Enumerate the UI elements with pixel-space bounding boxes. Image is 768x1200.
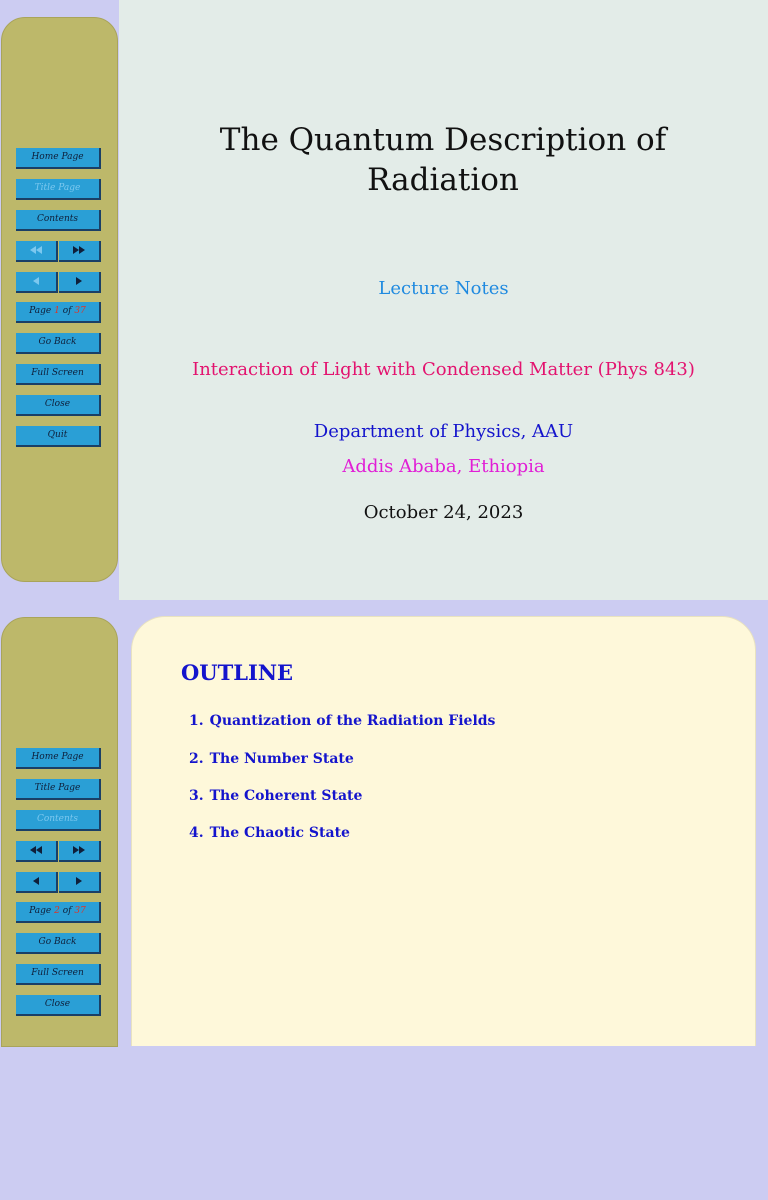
item-text: The Chaotic State xyxy=(209,825,350,841)
total-pages: 37 xyxy=(74,306,86,316)
triangle-right-icon xyxy=(76,876,82,886)
outline-item[interactable] xyxy=(189,751,354,767)
item-number: 2. xyxy=(189,751,204,767)
close-button[interactable]: Close xyxy=(16,995,101,1016)
fast-forward-icon xyxy=(73,245,85,255)
navigation-sidebar xyxy=(1,17,118,582)
slide-title: The Quantum Description of Radiation xyxy=(219,122,667,198)
of-word: of xyxy=(62,906,72,916)
contents-button[interactable]: Contents xyxy=(16,810,101,831)
contents-button[interactable]: Contents xyxy=(16,210,101,231)
last-page-button[interactable] xyxy=(59,241,101,262)
close-button[interactable]: Close xyxy=(16,395,101,416)
first-page-button[interactable] xyxy=(16,841,58,862)
full-screen-button[interactable]: Full Screen xyxy=(16,964,101,985)
current-page-number: 1 xyxy=(54,306,60,316)
previous-page-button[interactable] xyxy=(16,872,58,893)
item-text: The Number State xyxy=(209,751,354,767)
date: October 24, 2023 xyxy=(363,502,524,523)
next-page-button[interactable] xyxy=(59,272,101,293)
triangle-right-icon xyxy=(76,276,82,286)
outline-item[interactable] xyxy=(189,788,362,804)
slide-outline-page xyxy=(0,600,768,1200)
item-number: 3. xyxy=(189,788,204,804)
go-back-button[interactable]: Go Back xyxy=(16,933,101,954)
previous-page-button[interactable] xyxy=(16,272,58,293)
title-page-button[interactable]: Title Page xyxy=(16,779,101,800)
current-page-number: 2 xyxy=(54,906,60,916)
title-page-button[interactable]: Title Page xyxy=(16,179,101,200)
fast-forward-icon xyxy=(73,845,85,855)
first-page-button[interactable] xyxy=(16,241,58,262)
full-screen-button[interactable]: Full Screen xyxy=(16,364,101,385)
next-page-button[interactable] xyxy=(59,872,101,893)
outline-item[interactable] xyxy=(189,713,495,729)
last-page-button[interactable] xyxy=(59,841,101,862)
triangle-left-icon xyxy=(33,876,39,886)
lecture-notes-label: Lecture Notes xyxy=(378,278,509,299)
total-pages: 37 xyxy=(74,906,86,916)
department: Department of Physics, AAU xyxy=(313,421,574,442)
outline-heading: OUTLINE xyxy=(181,660,294,685)
triangle-left-icon xyxy=(33,276,39,286)
page-word: Page xyxy=(29,906,52,916)
go-back-button[interactable]: Go Back xyxy=(16,333,101,354)
location: Addis Ababa, Ethiopia xyxy=(342,456,545,477)
page-indicator xyxy=(16,302,101,323)
outline-item[interactable] xyxy=(189,825,350,841)
item-text: Quantization of the Radiation Fields xyxy=(209,713,496,729)
home-page-button[interactable]: Home Page xyxy=(16,748,101,769)
item-text: The Coherent State xyxy=(209,788,363,804)
of-word: of xyxy=(62,306,72,316)
quit-button[interactable]: Quit xyxy=(16,426,101,447)
item-number: 1. xyxy=(189,713,204,729)
page-indicator xyxy=(16,902,101,923)
page-word: Page xyxy=(29,306,52,316)
item-number: 4. xyxy=(189,825,204,841)
rewind-icon xyxy=(30,245,42,255)
course-name: Interaction of Light with Condensed Matter (Phys 843) xyxy=(192,359,695,380)
home-page-button[interactable]: Home Page xyxy=(16,148,101,169)
rewind-icon xyxy=(30,845,42,855)
